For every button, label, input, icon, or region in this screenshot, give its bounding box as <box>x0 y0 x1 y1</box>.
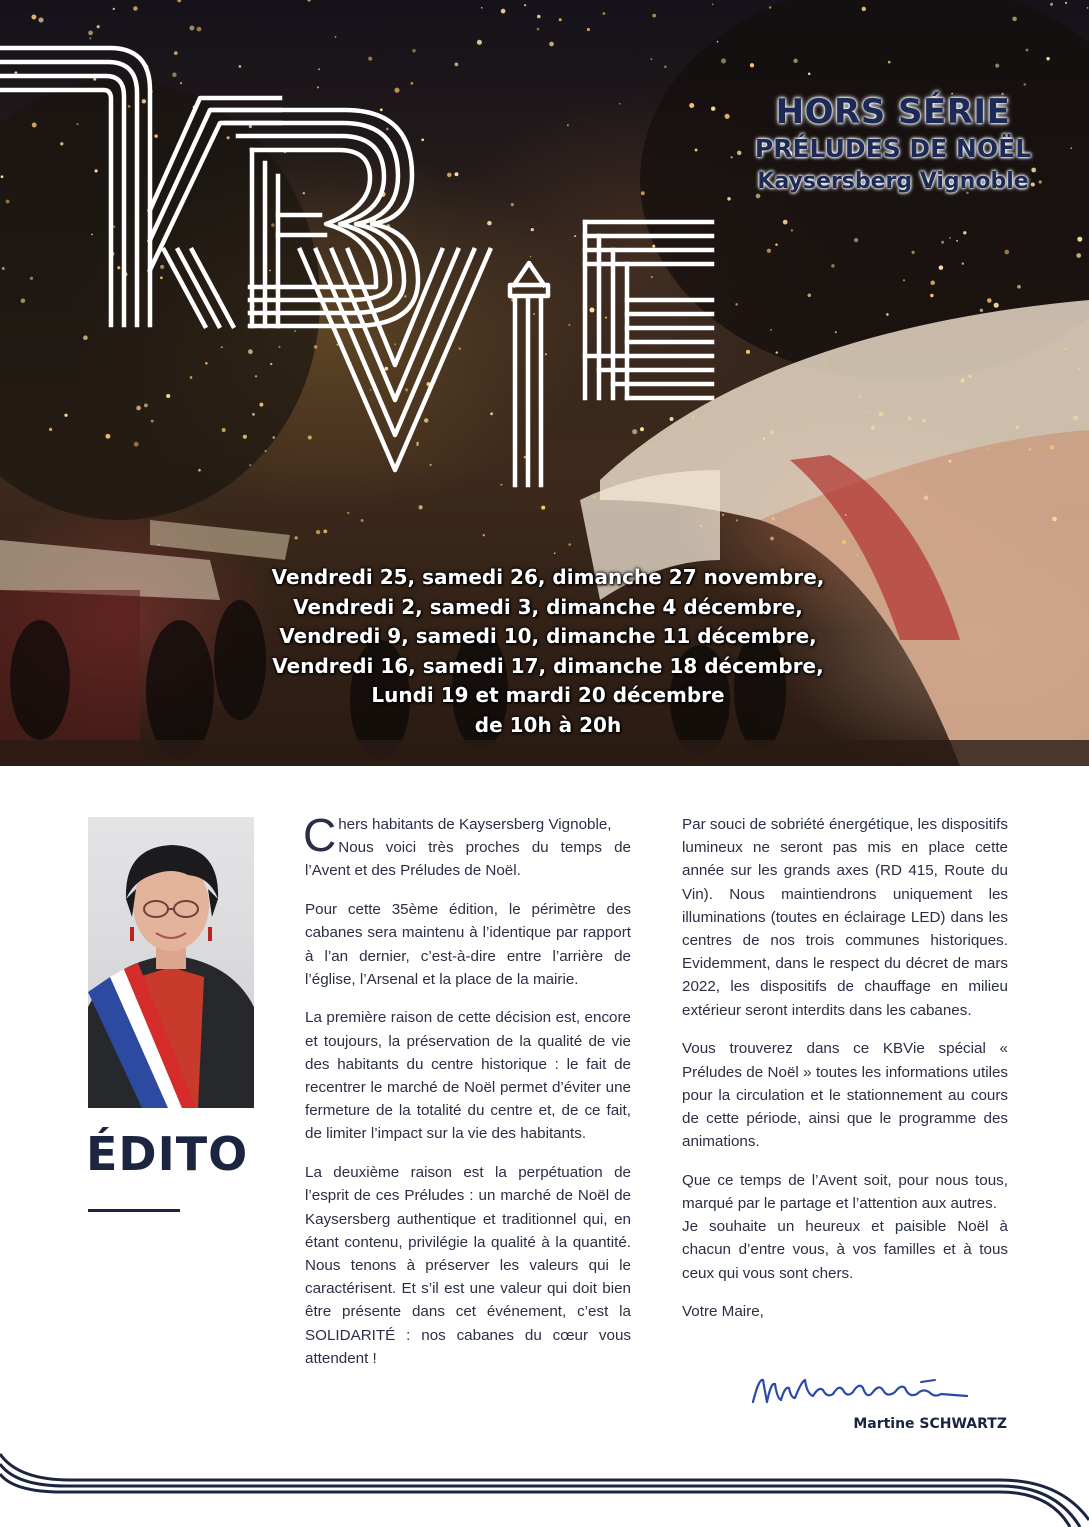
paragraph-text: Nous voici très proches du temps de l’Avent et des Préludes de Noël. <box>305 839 631 880</box>
date-line: Vendredi 25, samedi 26, dimanche 27 novembre, <box>271 565 825 589</box>
bottom-decorative-lines <box>0 1440 1089 1527</box>
greeting-text: hers habitants de Kaysersberg Vignoble, <box>338 816 612 833</box>
hors-serie-title: HORS SÉRIE <box>775 92 1011 132</box>
edito-title: ÉDITO <box>86 1127 249 1181</box>
mayor-signature <box>745 1372 975 1412</box>
paragraph: Que ce temps de l’Avent soit, pour nous tous, marqué par le partage et l’attention aux autres. <box>682 1171 1008 1213</box>
edito-column-2 <box>682 813 1008 1339</box>
paragraph: La deuxième raison est la perpétuation de l’esprit de ces Préludes : un marché de Noël de Kaysersberg authentique et traditionnel qui, en étant contenu, privilégie la qualité à la quantité. Nous tenons à préserver les valeurs qui le caractérisent. Et s’il est une valeur qui doit bien être présente dans cet événement, c’est la SOLIDARITÉ : nos cabanes du cœur vous attendent ! <box>305 1164 631 1367</box>
mayor-portrait <box>88 817 254 1108</box>
edito-underline <box>88 1209 180 1212</box>
date-line: Vendredi 9, samedi 10, dimanche 11 décembre, <box>279 624 817 648</box>
dropcap: C <box>303 809 337 861</box>
event-dates <box>248 563 848 740</box>
date-line: Vendredi 2, samedi 3, dimanche 4 décembre, <box>293 594 803 619</box>
paragraph: Par souci de sobriété énergétique, les dispositifs lumineux ne seront pas mis en place cette année sur les grands axes (RD 415, Route du Vin). Nous maintiendrons uniquement les illuminations (toutes en éclairage LED) dans les centres de nos trois communes historiques. Evidemment, dans le respect du décret de mars 2022, les dispositifs de chauffage en milieu extérieur seront interdits dans les cabanes. <box>682 816 1008 1019</box>
paragraph: Vous trouverez dans ce KBVie spécial « Préludes de Noël » toutes les informations utiles pour la circulation et le stationnement au cours de cette période, ainsi que le programme des animations. <box>682 1040 1008 1151</box>
date-line: Lundi 19 et mardi 20 décembre <box>371 683 725 707</box>
paragraph: Pour cette 35ème édition, le périmètre des cabanes sera maintenu à l’identique par rapport à l’an dernier, c’est-à-dire entre l’arrière de l’église, l’Arsenal et la place de la mairie. <box>305 901 631 988</box>
edito-column-1 <box>303 809 631 1385</box>
paragraph: La première raison de cette décision est, encore et toujours, la préservation de la qualité de vie des habitants du centre historique : le fait de recentrer le marché de Noël permet d’éviter une fermeture de la totalité du centre et, de ce fait, de limiter l’impact sur la vie des habitants. <box>305 1009 631 1143</box>
signer-name: Martine SCHWARTZ <box>853 1416 1007 1432</box>
greeting-paragraph <box>303 809 631 883</box>
closing-line: Votre Maire, <box>682 1303 764 1321</box>
hors-serie-subtitle: PRÉLUDES DE NOËL <box>754 134 1032 163</box>
date-line: Vendredi 16, samedi 17, dimanche 18 décembre, <box>272 653 824 678</box>
paragraph: Je souhaite un heureux et paisible Noël à chacun d’entre vous, à vos familles et à tous ceux qui vous sont chers. <box>682 1218 1008 1282</box>
date-line: de 10h à 20h <box>474 712 622 737</box>
hors-serie-block <box>743 92 1043 198</box>
hors-serie-commune: Kaysersberg Vignoble <box>757 169 1029 194</box>
portrait-illustration <box>88 817 254 1108</box>
